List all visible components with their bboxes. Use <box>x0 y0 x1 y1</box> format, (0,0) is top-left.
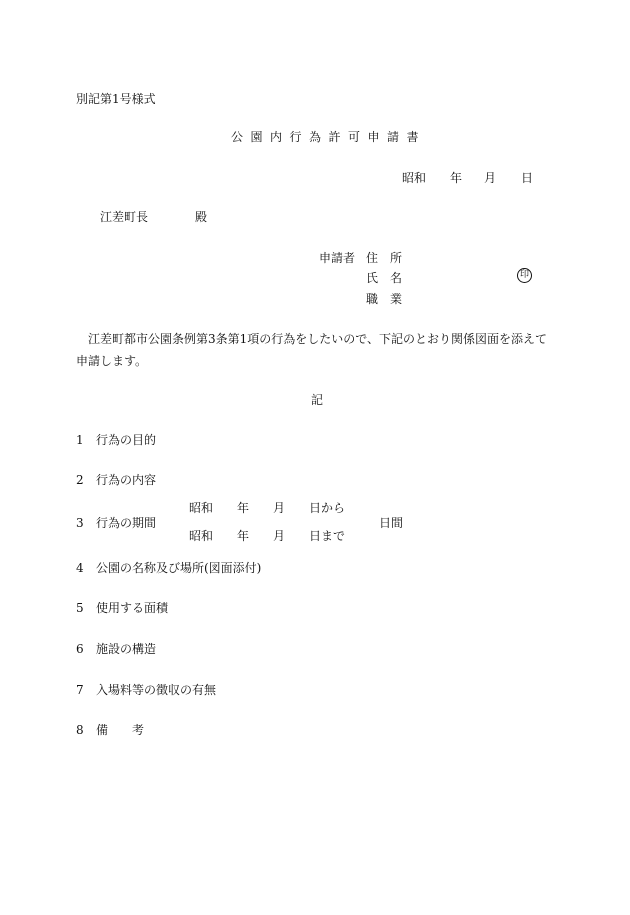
item-label: 備 考 <box>96 723 145 737</box>
addressee-name: 江差町長 <box>100 210 149 224</box>
item-label: 行為の期間 <box>96 516 157 530</box>
item-label: 公園の名称及び場所(図面添付) <box>96 561 262 575</box>
applicant-address-label: 住 所 <box>366 251 403 265</box>
ki-heading: 記 <box>311 393 324 407</box>
applicant-occupation-label: 職 業 <box>366 292 403 306</box>
item-number: 8 <box>76 723 84 737</box>
period-to-era: 昭和 <box>189 529 214 543</box>
item-label: 行為の目的 <box>96 433 157 447</box>
item-number: 1 <box>76 433 84 447</box>
date-year: 年 <box>450 171 463 185</box>
item-number: 6 <box>76 642 84 656</box>
applicant-name-label: 氏 名 <box>366 271 403 285</box>
item-number: 7 <box>76 683 84 697</box>
applicant-label: 申請者 <box>319 251 356 265</box>
item-label: 行為の内容 <box>96 473 157 487</box>
period-from-year: 年 <box>237 501 250 515</box>
seal-mark: 印 <box>517 268 532 283</box>
date-day: 日 <box>521 171 534 185</box>
item-label: 施設の構造 <box>96 642 157 656</box>
period-from-month: 月 <box>273 501 286 515</box>
date-era: 昭和 <box>402 171 427 185</box>
item-label: 入場料等の徴収の有無 <box>96 683 217 697</box>
period-to-suffix: 日まで <box>309 529 346 543</box>
period-to-month: 月 <box>273 529 286 543</box>
form-label: 別記第1号様式 <box>76 92 156 106</box>
item-number: 4 <box>76 561 84 575</box>
period-from-era: 昭和 <box>189 501 214 515</box>
period-to-year: 年 <box>237 529 250 543</box>
request-statement: 江差町都市公園条例第3条第1項の行為をしたいので、下記のとおり関係図面を添えて申請します。 <box>76 332 548 368</box>
item-number: 5 <box>76 601 84 615</box>
item-label: 使用する面積 <box>96 601 169 615</box>
item-number: 3 <box>76 516 84 530</box>
addressee-honorific: 殿 <box>195 210 208 224</box>
document-title: 公園内行為許可申請書 <box>231 130 427 144</box>
date-month: 月 <box>484 171 497 185</box>
item-number: 2 <box>76 473 84 487</box>
period-from-suffix: 日から <box>309 501 346 515</box>
period-days: 日間 <box>379 516 404 530</box>
